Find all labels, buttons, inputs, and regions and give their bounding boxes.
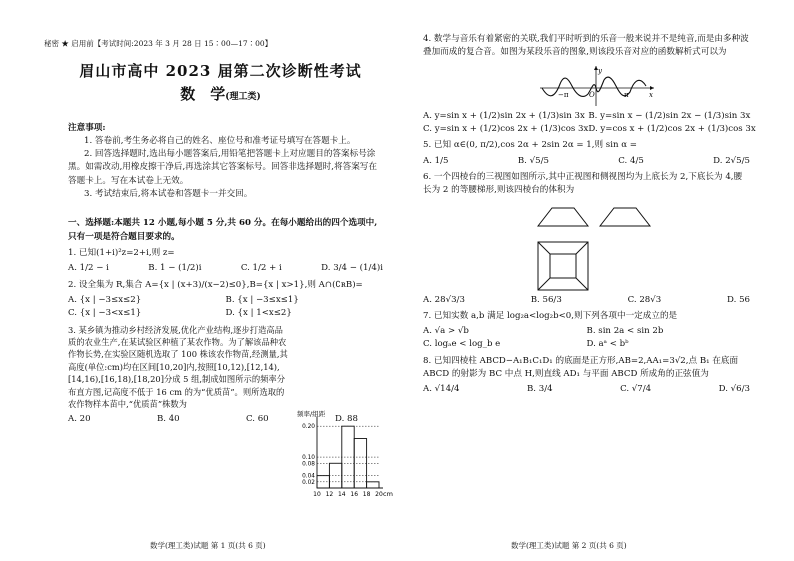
note-item: 3. 考试结束后,将本试卷和答题卡一并交回。 [84,189,253,200]
option: B. 40 [156,413,180,424]
wave-pi-label: π [624,90,629,99]
option: C. √7/4 [620,384,652,395]
histogram-y-label: 频率/组距 [297,410,326,418]
option: C. 28√3 [627,294,662,305]
question-7: 7. 已知实数 a,b 满足 log₂a<log₂b<0,则下列各项中一定成立的是 A. √a > √b B. sin 2a < sin 2b C. logₐe < log_b e D. aᵃ < bᵇ [423,310,750,352]
option: A. 1/2 − i [68,263,109,274]
top-view-edge [538,242,550,254]
option: C. logₐe < log_b e [423,339,501,350]
histogram-x-tick: 18 [362,491,371,498]
option: A. {x | −3≤x≤2} [68,294,142,305]
histogram-y-tick: 0.20 [302,424,315,431]
histogram-y-ticks [302,424,315,486]
question-5: 5. 已知 α∈(0, π/2),cos 2α + 2sin 2α = 1,则 sin α = A. 1/5 B. √5/5 C. 4/5 D. 2√5/5 [423,139,750,168]
note-item: 1. 答卷前,考生务必将自己的姓名、座位号和准考证号填写在答题卡上。 [84,135,356,146]
histogram-y-tick: 0.10 [302,455,315,462]
option: D. 88 [334,413,358,424]
option: D. 2√5/5 [713,155,750,166]
histogram-y-tick: 0.08 [302,461,315,468]
histogram-gridlines [317,426,379,482]
histogram-x-tick: 20 [375,491,383,498]
question-3: 3. 某乡镇为推动乡村经济发展,优化产业结构,逐步打造高品质的农业生产,在某试验区种植了某农作物。为了解该品种农作物长势,在实验区随机选取了 100 株该农作物苗,经测量,其高度(单位:cm)均在区间[10,20]内,按照[10,12),[12,14),[14,16),[16,18),[18,20]分成 5 组,制成如图所示的频率分布直方图,记高度不低于 16 cm 的为“优质苗”。则所选取的农作物样本苗中,“优质苗”株数为 A. 20 B. 40 C. 60 D. 88 [68,324,383,426]
three-view-drawing [528,204,658,292]
top-view-edge [576,278,588,290]
histogram-x-tick: 16 [350,491,359,498]
histogram-y-tick: 0.04 [302,473,315,480]
option: A. 1/5 [423,155,449,166]
option: B. sin 2a < sin 2b [586,326,664,337]
option: B. 3/4 [526,384,553,395]
option: A. √14/4 [423,384,460,395]
top-view-edge [538,278,550,290]
option: B. 1 − (1/2)i [148,263,202,274]
notes-title: 注意事项: [68,122,106,133]
question-2: 2. 设全集为 R,集合 A={x | (x+3)/(x−2)≤0},B={x | x>1},则 A∩(∁ʀB)= A. {x | −3≤x≤2} B. {x | −3≤x≤1} C. {x | −3<x≤1} D. {x | 1<x≤2} [68,279,383,321]
histogram-axes [317,417,383,488]
exam-header: 秘密 ★ 启用前【考试时间:2023 年 3 月 28 日 15∶00—17∶00】 [44,39,273,48]
option: B. √5/5 [517,155,549,166]
exam-title: 眉山市高中 2023 届第二次诊断性考试 [79,62,362,80]
histogram-bar [367,482,379,488]
side-view-trapezoid [600,208,650,226]
option: D. y=cos x + (1/2)cos 2x + (1/3)cos 3x [588,123,756,134]
front-view-trapezoid [538,208,588,226]
option: C. {x | −3<x≤1} [68,308,142,319]
option: B. {x | −3≤x≤1} [225,294,299,305]
histogram-x-tick: 10 [313,491,321,498]
option: A. 20 [68,413,91,424]
option: D. 56 [727,294,750,305]
option: C. 60 [245,413,269,424]
wave-y-label: y [598,66,602,75]
section-heading: 一、选择题:本题共 12 小题,每小题 5 分,共 60 分。在每小题给出的四个选项中,只有一项是符合题目要求的。 [68,218,378,242]
question-6: 6. 一个四棱台的三视图如图所示,其中正视图和侧视图均为上底长为 2,下底长为 4,腰长为 2 的等腰梯形,则该四棱台的体积为 A. 28√3/3 B. 56/3 C. 28√3 D. 56 [423,171,750,307]
option: C. y=sin x + (1/2)cos 2x + (1/3)cos 3x [423,123,589,134]
option: C. 1/2 + i [240,263,282,274]
wave-x-arrow [650,86,654,90]
wave-origin-label: O [589,90,595,99]
option: C. 4/5 [618,155,644,166]
histogram-x-ticks [313,491,383,498]
top-view-edge [576,242,588,254]
option: D. 3/4 − (1/4)i [321,263,383,274]
subject-title: 数 学(理工类) [180,85,261,104]
question-4: 4. 数学与音乐有着紧密的关联,我们平时听到的乐音一般来说并不是纯音,而是由多种波叠加而成的复合音。如图为某段乐音的图象,则该段乐音对应的函数解析式可以为 y x O −π π A. y=sin x + (1/2)sin 2x + (1/3)sin 3x B. y=sin x − (1/2)sin 2x − (1/3)sin 3x C. y=sin x + (1/2)cos 2x + (1/3)cos 3x D. y=cos x + (1/2)cos 2x + (1/3)cos 3x [423,33,750,136]
page-footer: 数学(理工类)试题 第 1 页(共 6 页) [150,541,266,551]
option: B. y=sin x − (1/2)sin 2x − (1/3)sin 3x [588,110,751,121]
histogram-x-tick: 14 [337,491,346,498]
right-column [397,0,794,561]
option: B. 56/3 [530,294,562,305]
wave-x-label: x [649,90,653,99]
histogram-x-tick: 12 [325,491,334,498]
wave-neg-pi-label: −π [558,90,569,99]
page-footer: 数学(理工类)试题 第 2 页(共 6 页) [511,541,627,551]
option: D. aᵃ < bᵇ [586,339,629,350]
wave-graph [538,64,658,108]
question-1: 1. 已知(1+i)²z=2+i,则 z= A. 1/2 − i B. 1 − (1/2)i C. 1/2 + i D. 3/4 − (1/4)i [68,247,383,276]
option: A. y=sin x + (1/2)sin 2x + (1/3)sin 3x [423,110,585,121]
option: D. {x | 1<x≤2} [225,308,292,319]
note-item: 2. 回答选择题时,选出每小题答案后,用铅笔把答题卡上对应题目的答案标号涂黑。如需改动,用橡皮擦干净后,再选涂其它答案标号。回答非选择题时,将答案写在答题卡上。写在本试卷上无效。 [68,149,377,186]
frequency-histogram [293,408,393,500]
top-view-inner-square [550,254,576,278]
option: A. √a > √b [423,326,469,337]
question-8: 8. 已知四棱柱 ABCD−A₁B₁C₁D₁ 的底面是正方形,AB=2,AA₁=3√2,点 B₁ 在底面 ABCD 的射影为 BC 中点 H,则直线 AD₁ 与平面 ABCD 所成角的正弦值为 A. √14/4 B. 3/4 C. √7/4 D. √6/3 [423,355,750,397]
histogram-x-label: cm [383,490,393,498]
option: A. 28√3/3 [423,294,465,305]
option: D. √6/3 [718,384,750,395]
histogram-y-tick: 0.02 [302,479,315,486]
